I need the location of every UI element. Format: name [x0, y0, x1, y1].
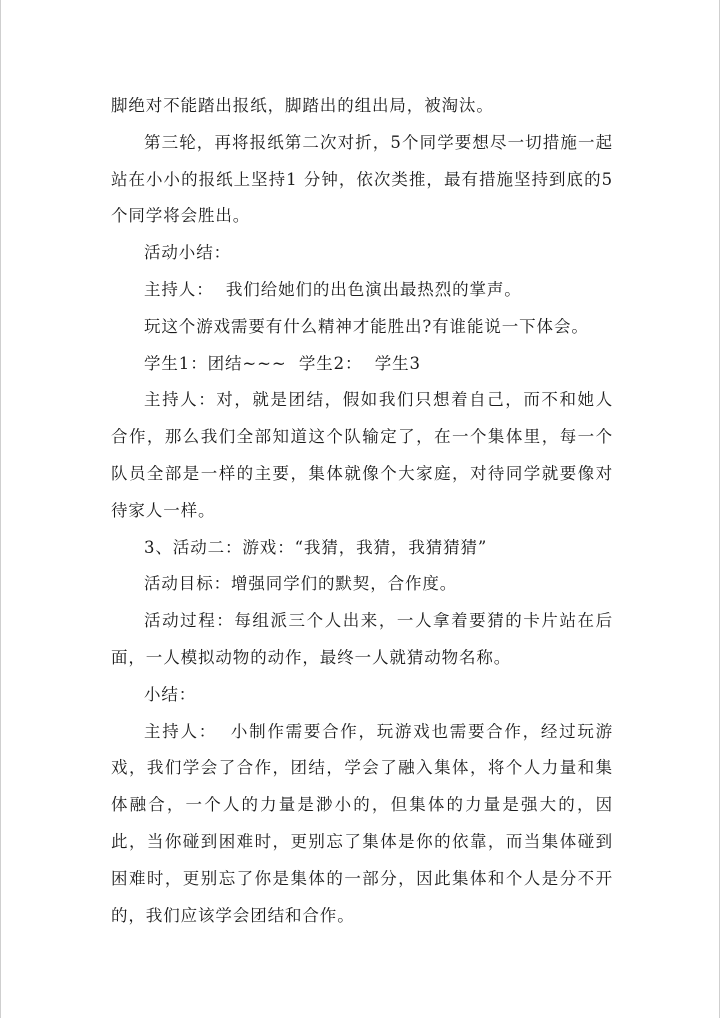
document-body [111, 88, 613, 934]
paragraph-question: 玩这个游戏需要有什么精神才能胜出?有谁能说一下体会。 [144, 316, 589, 336]
paragraph-activity-two-heading: 3、活动二：游戏：“我猜，我猜，我猜猜猜” [144, 537, 488, 557]
paragraph-continuation: 脚绝对不能踏出报纸，脚踏出的组出局，被淘汰。 [111, 96, 494, 115]
paragraph-host-unity: 主持人：对，就是团结，假如我们只想着自己，而不和她人合作，那么我们全部知道这个队输定了，在一个集体里，每一个队员全部是一样的主要，集体就像个大家庭，对待同学就要像对待家人一样。 [111, 390, 613, 520]
paragraph-summary-heading: 小结： [144, 684, 197, 704]
paragraph-round-three: 第三轮，再将报纸第二次对折，5个同学要想尽一切措施一起站在小小的报纸上坚持1 分钟，依次类推，最有措施坚持到底的5个同学将会胜出。 [111, 132, 613, 226]
paragraph-students: 学生1：团结~~~ 学生2： 学生3 [144, 353, 421, 373]
paragraph-activity-goal: 活动目标：增强同学们的默契，合作度。 [144, 574, 458, 594]
paragraph-host-applause: 主持人： 我们给她们的出色演出最热烈的掌声。 [144, 279, 522, 299]
paragraph-activity-summary-heading: 活动小结： [144, 243, 231, 263]
paragraph-host-conclusion: 主持人： 小制作需要合作，玩游戏也需要合作，经过玩游戏，我们学会了合作，团结，学会了融入集体，将个人力量和集体融合，一个人的力量是渺小的，但集体的力量是强大的，因此，当你碰到困难时，更别忘了集体是你的依靠，而当集体碰到困难时，更别忘了你是集体的一部分，因此集体和个人是分不开的，我们应该学会团结和合作。 [111, 721, 613, 925]
page-border-left [0, 0, 1, 1018]
paragraph-activity-process: 活动过程：每组派三个人出来，一人拿着要猜的卡片站在后面，一人模拟动物的动作，最终一人就猜动物名称。 [111, 611, 613, 667]
